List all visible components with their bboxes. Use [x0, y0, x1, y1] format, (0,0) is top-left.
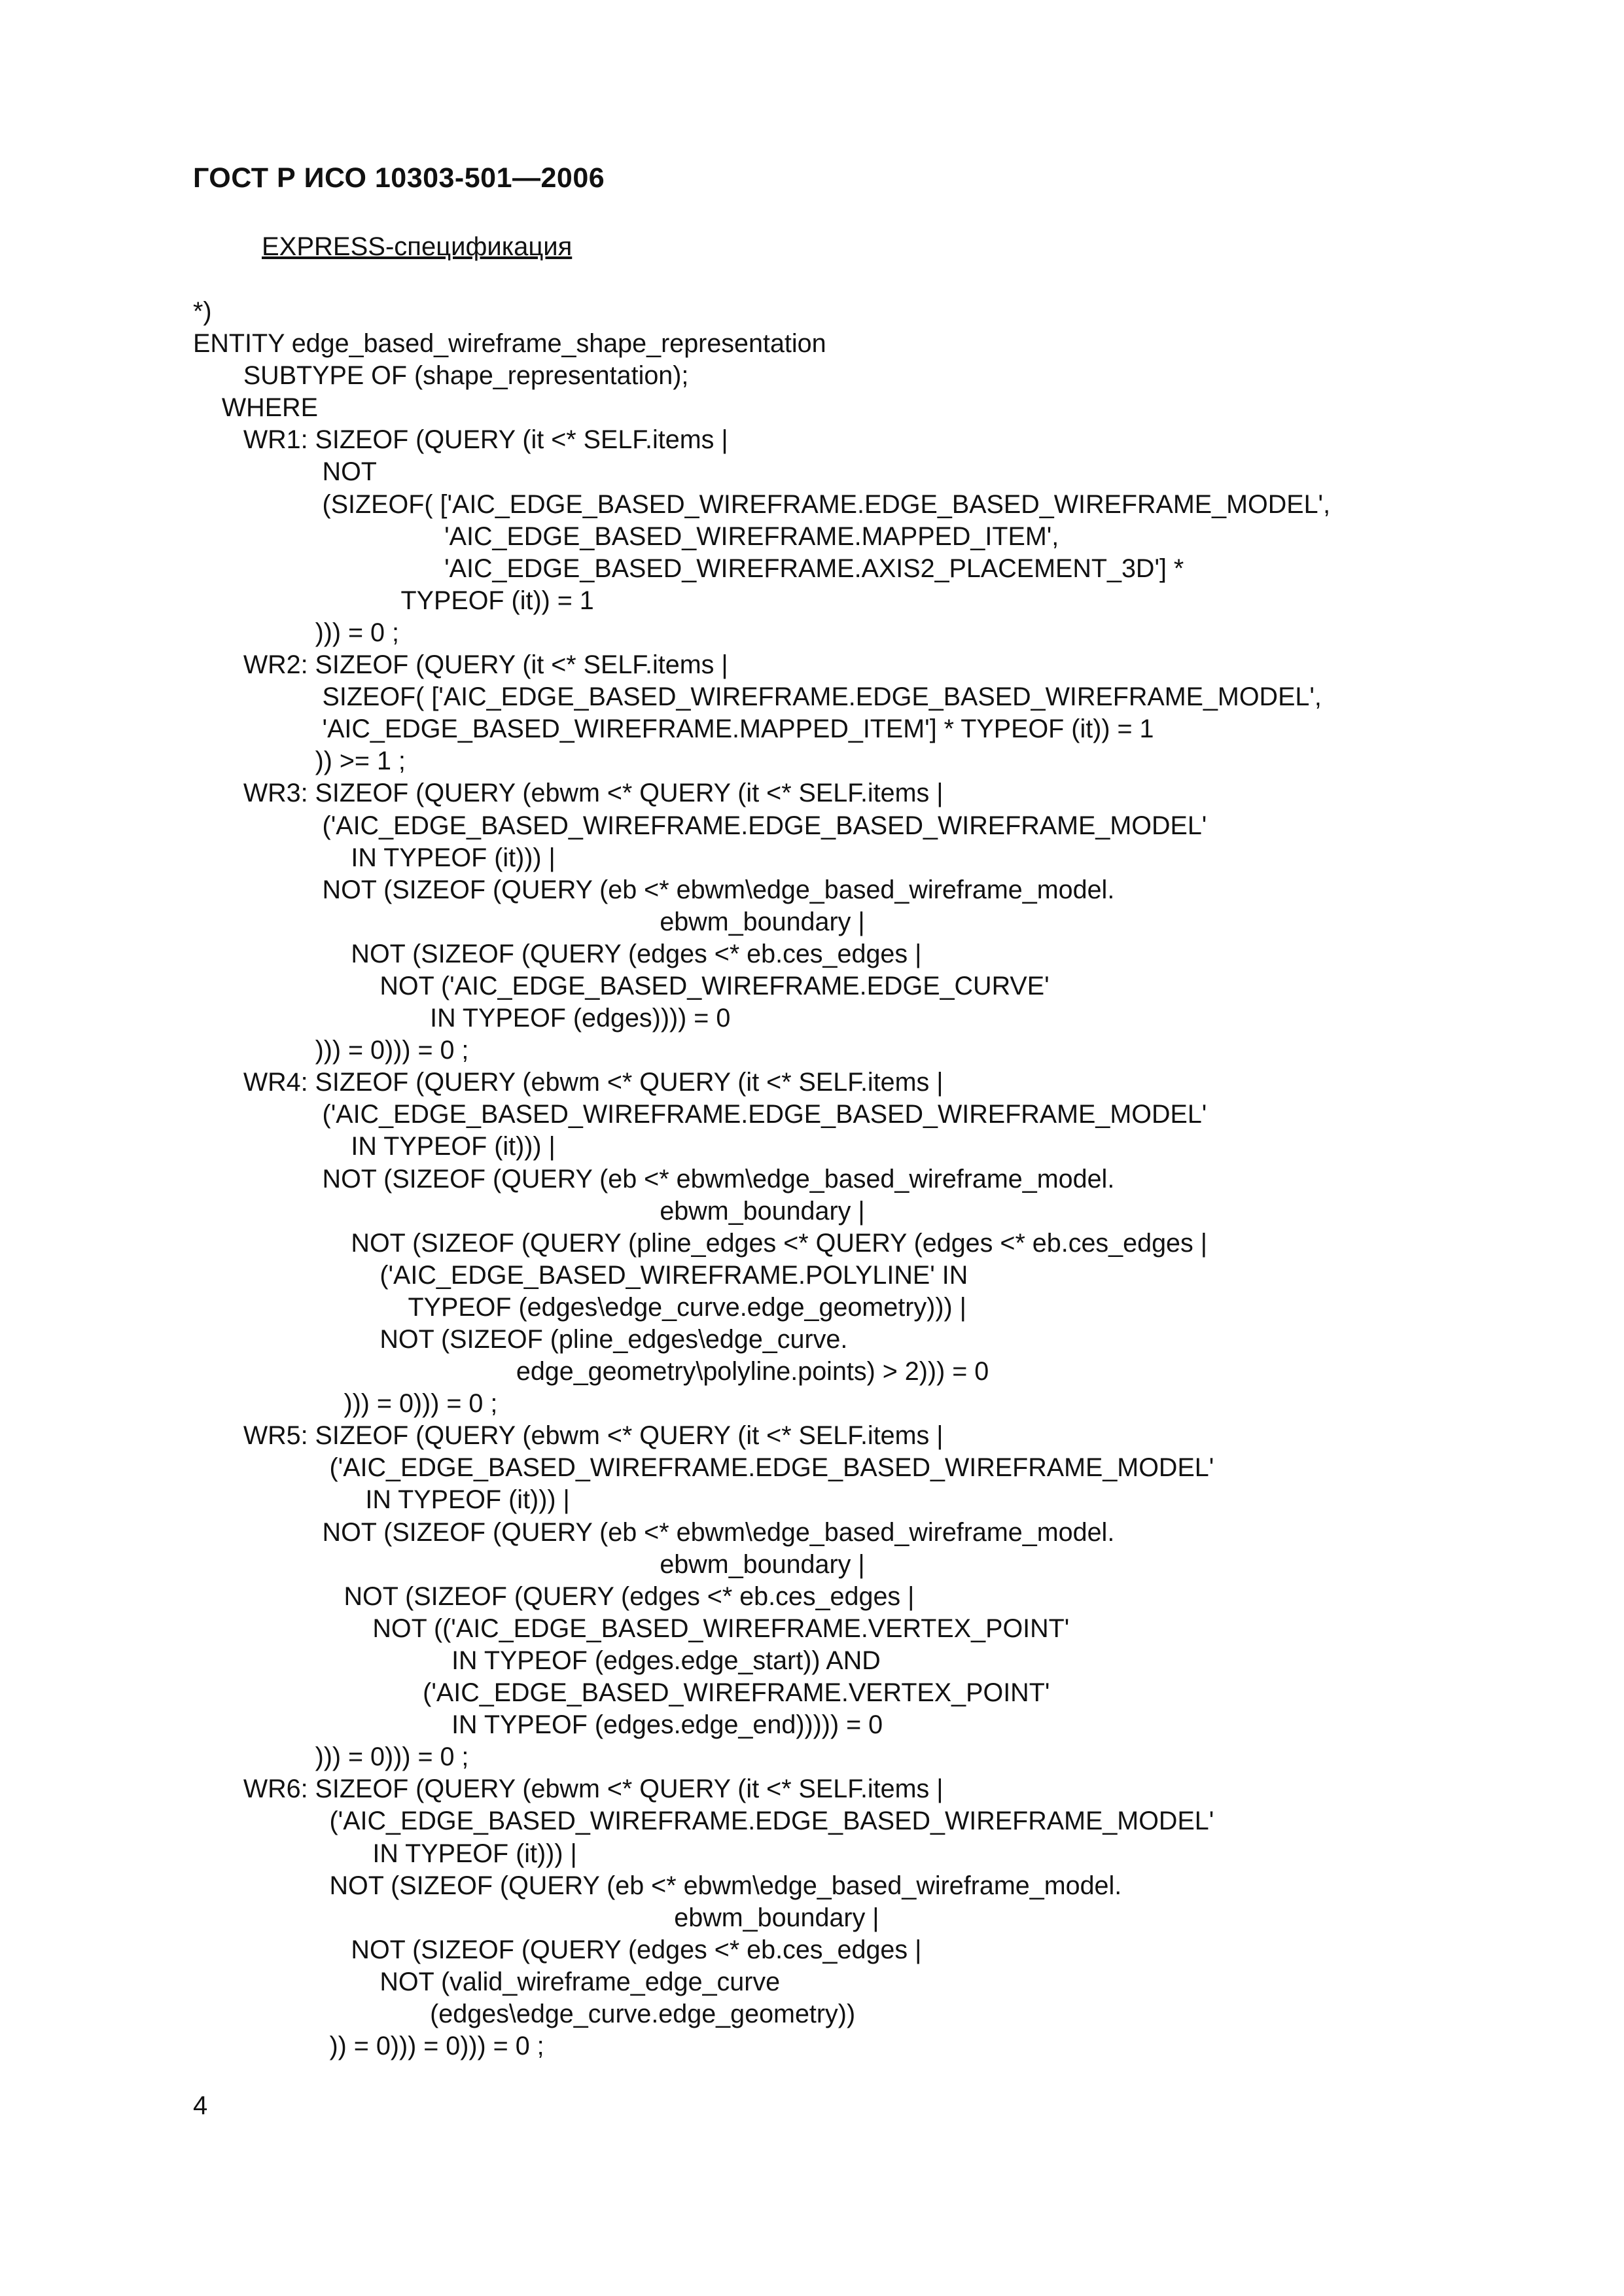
code-line: NOT (SIZEOF (QUERY (eb <* ebwm\edge_based_wireframe_model.	[193, 1517, 1115, 1547]
code-line: ebwm_boundary |	[193, 907, 865, 936]
code-line: NOT (SIZEOF (pline_edges\edge_curve.	[193, 1325, 848, 1354]
code-line: ('AIC_EDGE_BASED_WIREFRAME.EDGE_BASED_WIREFRAME_MODEL'	[193, 1453, 1214, 1483]
code-line: NOT (('AIC_EDGE_BASED_WIREFRAME.VERTEX_POINT'	[193, 1614, 1070, 1643]
code-line: SUBTYPE OF (shape_representation);	[193, 361, 689, 391]
code-line: IN TYPEOF (it))) |	[193, 1839, 577, 1868]
code-line: (SIZEOF( ['AIC_EDGE_BASED_WIREFRAME.EDGE_BASED_WIREFRAME_MODEL',	[193, 489, 1331, 519]
code-line: *)	[193, 297, 212, 326]
code-line: WR6: SIZEOF (QUERY (ebwm <* QUERY (it <* SELF.items |	[193, 1775, 944, 1804]
code-line: NOT	[193, 457, 377, 487]
code-line: ))) = 0))) = 0 ;	[193, 1742, 469, 1772]
code-line: NOT ('AIC_EDGE_BASED_WIREFRAME.EDGE_CURVE'	[193, 971, 1050, 1000]
code-line: TYPEOF (it)) = 1	[193, 586, 594, 615]
code-line: WR2: SIZEOF (QUERY (it <* SELF.items |	[193, 650, 728, 680]
code-line: IN TYPEOF (it))) |	[193, 1485, 570, 1515]
code-line: NOT (SIZEOF (QUERY (edges <* eb.ces_edges |	[193, 1935, 922, 1964]
code-line: WHERE	[193, 393, 318, 423]
code-line: ))) = 0 ;	[193, 618, 399, 647]
code-line: ('AIC_EDGE_BASED_WIREFRAME.EDGE_BASED_WIREFRAME_MODEL'	[193, 1807, 1214, 1836]
express-code-block	[193, 296, 1330, 2062]
code-line: IN TYPEOF (edges.edge_end))))) = 0	[193, 1710, 883, 1740]
code-line: WR4: SIZEOF (QUERY (ebwm <* QUERY (it <* SELF.items |	[193, 1068, 944, 1097]
code-line: ('AIC_EDGE_BASED_WIREFRAME.EDGE_BASED_WIREFRAME_MODEL'	[193, 811, 1207, 840]
document-header: ГОСТ Р ИСО 10303-501—2006	[193, 162, 605, 194]
code-line: IN TYPEOF (edges.edge_start)) AND	[193, 1646, 881, 1675]
code-line: WR5: SIZEOF (QUERY (ebwm <* QUERY (it <* SELF.items |	[193, 1421, 944, 1451]
code-line: ebwm_boundary |	[193, 1903, 879, 1932]
code-line: NOT (valid_wireframe_edge_curve	[193, 1967, 781, 1996]
code-line: WR1: SIZEOF (QUERY (it <* SELF.items |	[193, 425, 728, 455]
code-line: ebwm_boundary |	[193, 1196, 865, 1226]
code-line: NOT (SIZEOF (QUERY (edges <* eb.ces_edges |	[193, 1581, 915, 1611]
code-line: )) >= 1 ;	[193, 747, 406, 776]
code-line: ('AIC_EDGE_BASED_WIREFRAME.VERTEX_POINT'	[193, 1678, 1050, 1708]
code-line: NOT (SIZEOF (QUERY (pline_edges <* QUERY (edges <* eb.ces_edges |	[193, 1228, 1207, 1258]
code-line: IN TYPEOF (edges)))) = 0	[193, 1004, 731, 1033]
code-line: 'AIC_EDGE_BASED_WIREFRAME.AXIS2_PLACEMENT_3D'] *	[193, 554, 1184, 583]
code-line: 'AIC_EDGE_BASED_WIREFRAME.MAPPED_ITEM',	[193, 521, 1059, 551]
code-line: (edges\edge_curve.edge_geometry))	[193, 1999, 856, 2028]
code-line: IN TYPEOF (it))) |	[193, 843, 556, 872]
code-line: 'AIC_EDGE_BASED_WIREFRAME.MAPPED_ITEM'] * TYPEOF (it)) = 1	[193, 715, 1154, 744]
code-line: ('AIC_EDGE_BASED_WIREFRAME.POLYLINE' IN	[193, 1260, 968, 1290]
code-line: ))) = 0))) = 0 ;	[193, 1389, 498, 1419]
section-subheader: EXPRESS-спецификация	[262, 232, 573, 261]
code-line: SIZEOF( ['AIC_EDGE_BASED_WIREFRAME.EDGE_BASED_WIREFRAME_MODEL',	[193, 682, 1322, 712]
code-line: WR3: SIZEOF (QUERY (ebwm <* QUERY (it <* SELF.items |	[193, 779, 944, 808]
code-line: ('AIC_EDGE_BASED_WIREFRAME.EDGE_BASED_WIREFRAME_MODEL'	[193, 1100, 1207, 1129]
page-number: 4	[193, 2091, 208, 2120]
code-line: ebwm_boundary |	[193, 1549, 865, 1579]
code-line: ENTITY edge_based_wireframe_shape_representation	[193, 329, 826, 359]
code-line: NOT (SIZEOF (QUERY (eb <* ebwm\edge_based_wireframe_model.	[193, 1164, 1115, 1193]
code-line: NOT (SIZEOF (QUERY (eb <* ebwm\edge_based_wireframe_model.	[193, 875, 1115, 904]
code-line: ))) = 0))) = 0 ;	[193, 1036, 469, 1065]
code-line: IN TYPEOF (it))) |	[193, 1132, 556, 1161]
code-line: edge_geometry\polyline.points) > 2))) = 0	[193, 1357, 989, 1386]
code-line: NOT (SIZEOF (QUERY (edges <* eb.ces_edges |	[193, 939, 922, 968]
code-line: NOT (SIZEOF (QUERY (eb <* ebwm\edge_based_wireframe_model.	[193, 1871, 1122, 1900]
code-line: )) = 0))) = 0))) = 0 ;	[193, 2032, 544, 2061]
code-line: TYPEOF (edges\edge_curve.edge_geometry))) |	[193, 1292, 966, 1322]
